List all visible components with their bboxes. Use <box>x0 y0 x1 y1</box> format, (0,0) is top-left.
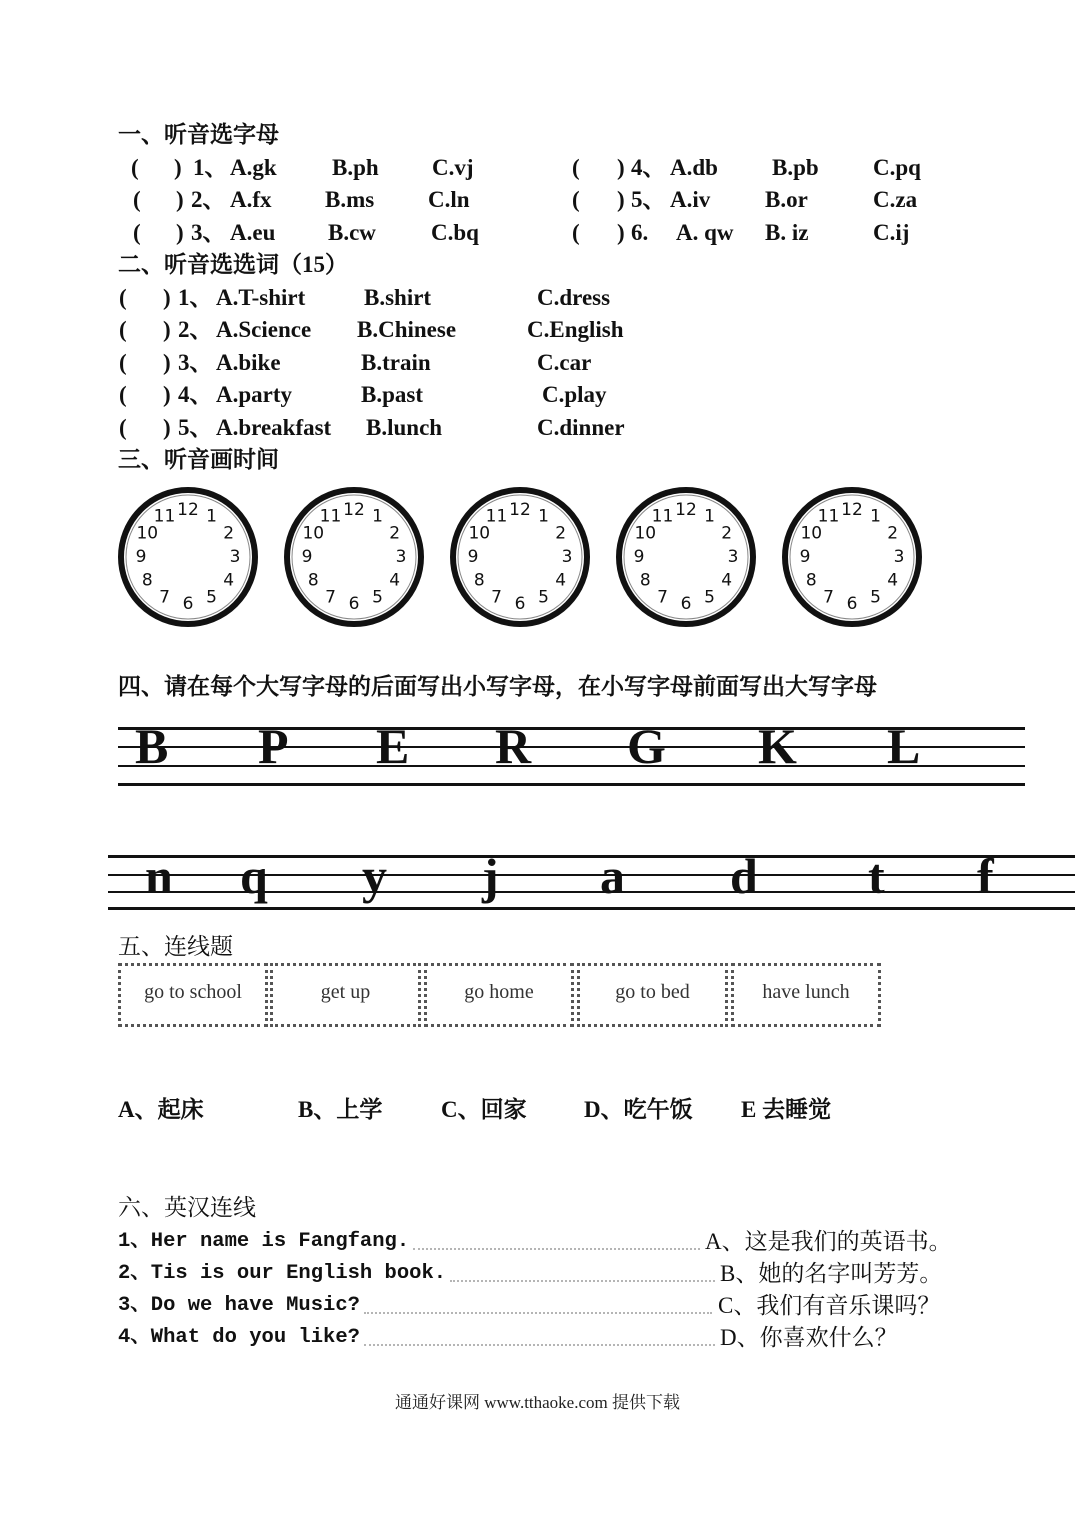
clock-numeral: 7 <box>159 587 170 608</box>
clock-numeral: 11 <box>319 506 342 527</box>
uppercase-letter: G <box>627 718 666 774</box>
english-sentence: 4、What do you like? <box>118 1326 360 1349</box>
clock-numeral: 10 <box>634 523 657 544</box>
option-a: A.fx <box>230 187 272 212</box>
answer-blank-close: ) <box>163 415 171 440</box>
question-number: 4、 <box>178 382 213 407</box>
question-number: 5、 <box>178 415 213 440</box>
lowercase-letter: q <box>240 848 268 904</box>
uppercase-letter: L <box>887 718 921 774</box>
answer-blank-close: ) <box>163 317 171 342</box>
clock-numeral: 9 <box>467 547 479 567</box>
clock-numeral: 2 <box>223 523 235 544</box>
section2-title: 二、听音选选词（15） <box>118 252 348 277</box>
clock-numeral: 8 <box>307 570 319 591</box>
dotted-leader <box>413 1248 700 1250</box>
lowercase-staff-line-4 <box>108 907 1075 910</box>
clock-numeral: 9 <box>301 547 313 567</box>
option-a: A.party <box>216 382 293 407</box>
answer-blank-close: ) <box>617 220 625 245</box>
question-number: 1、 <box>193 155 228 180</box>
chinese-sentence: B、她的名字叫芳芳。 <box>720 1261 943 1286</box>
clock-numeral: 12 <box>675 500 697 520</box>
lowercase-letter: f <box>977 848 994 904</box>
option-c: C.ij <box>873 220 910 245</box>
answer-blank-open: ( <box>119 415 127 440</box>
clock-numeral: 6 <box>680 594 692 614</box>
english-sentence: 2、Tis is our English book. <box>118 1262 447 1285</box>
answer-blank-open: ( <box>133 220 141 245</box>
clock-numeral: 8 <box>805 570 817 591</box>
lowercase-letter: t <box>868 848 885 904</box>
clock-numeral: 11 <box>485 506 508 527</box>
question-number: 3、 <box>191 220 226 245</box>
option-c: C.pq <box>873 155 921 180</box>
clock-numeral: 9 <box>633 547 645 567</box>
question-number: 2、 <box>178 317 213 342</box>
clock-row <box>0 480 1075 635</box>
clock-numeral: 7 <box>325 587 336 608</box>
option-c: C.bq <box>431 220 479 245</box>
clock-numeral: 1 <box>870 506 881 527</box>
clock-numeral: 6 <box>514 594 526 614</box>
clock-numeral: 5 <box>870 587 881 608</box>
option-a: A.gk <box>230 155 277 180</box>
uppercase-letter: R <box>495 718 532 774</box>
answer-blank-open: ( <box>572 155 580 180</box>
option-b: B.or <box>765 187 808 212</box>
option-b: B. iz <box>765 220 809 245</box>
clock-face <box>619 490 753 624</box>
clock-face <box>785 490 919 624</box>
clock-numeral: 1 <box>372 506 383 527</box>
letter-question-row-1 <box>0 154 1075 182</box>
english-sentence: 3、Do we have Music? <box>118 1294 360 1317</box>
clock-numeral: 11 <box>651 506 674 527</box>
section4-title: 四、请在每个大写字母的后面写出小写字母，在小写字母前面写出大写字母 <box>118 674 877 699</box>
clock-numeral: 10 <box>468 523 491 544</box>
question-number: 6. <box>631 220 649 245</box>
clock-numeral: 11 <box>153 506 176 527</box>
option-b: B.ms <box>325 187 375 212</box>
phrase-box: go to bed <box>577 963 728 1027</box>
letter-question-row-3 <box>0 219 1075 247</box>
clock-numeral: 3 <box>229 547 241 567</box>
dotted-leader <box>364 1344 715 1346</box>
option-a: A.iv <box>670 187 711 212</box>
clock-numeral: 6 <box>182 594 194 614</box>
answer-blank-open: ( <box>131 155 139 180</box>
option-c: C.dinner <box>537 415 625 440</box>
clock-numeral: 5 <box>372 587 383 608</box>
answer-blank-open: ( <box>119 350 127 375</box>
dotted-leader <box>364 1312 712 1314</box>
option-a: A.breakfast <box>216 415 332 440</box>
option-b: B.shirt <box>364 285 432 310</box>
answer-blank-close: ) <box>163 350 171 375</box>
match-option: C、回家 <box>441 1097 527 1122</box>
option-b: B.Chinese <box>357 317 457 342</box>
option-b: B.cw <box>328 220 376 245</box>
word-question-row-2 <box>0 316 1075 344</box>
clock-numeral: 4 <box>721 570 733 591</box>
page-footer: 通通好课网 www.tthaoke.com 提供下载 <box>394 1393 681 1412</box>
option-c: C.za <box>873 187 918 212</box>
clock-numeral: 5 <box>206 587 217 608</box>
clock-numeral: 2 <box>887 523 899 544</box>
question-number: 1、 <box>178 285 213 310</box>
clock-numeral: 6 <box>348 594 360 614</box>
uppercase-letter: B <box>135 718 169 774</box>
match-option: E 去睡觉 <box>741 1097 832 1122</box>
clock-numeral: 7 <box>657 587 668 608</box>
phrase-box: go to school <box>118 963 268 1027</box>
clock-face <box>287 490 421 624</box>
clock-face <box>453 490 587 624</box>
lowercase-letter: d <box>730 848 758 904</box>
option-b: B.past <box>361 382 423 407</box>
clock-numeral: 7 <box>491 587 502 608</box>
option-c: C.English <box>527 317 624 342</box>
clock-numeral: 12 <box>841 500 863 520</box>
uppercase-letter: E <box>376 718 410 774</box>
clock-numeral: 2 <box>389 523 401 544</box>
option-a: A.db <box>670 155 718 180</box>
sentence-row-1 <box>118 1228 700 1256</box>
clock-numeral: 5 <box>704 587 715 608</box>
chinese-sentence: A、这是我们的英语书。 <box>705 1229 952 1254</box>
option-c: C.vj <box>432 155 474 180</box>
answer-blank-close: ) <box>163 382 171 407</box>
clock-face <box>121 490 255 624</box>
clock-numeral: 3 <box>893 547 905 567</box>
clock-numeral: 10 <box>302 523 325 544</box>
clock-numeral: 2 <box>555 523 567 544</box>
question-number: 5、 <box>631 187 666 212</box>
question-number: 4、 <box>631 155 666 180</box>
clock-numeral: 8 <box>473 570 485 591</box>
uppercase-letter: K <box>758 718 797 774</box>
answer-blank-close: ) <box>163 285 171 310</box>
word-question-row-5 <box>0 414 1075 442</box>
answer-blank-open: ( <box>119 382 127 407</box>
clock-numeral: 8 <box>639 570 651 591</box>
option-a: A.T-shirt <box>216 285 306 310</box>
clock-numeral: 8 <box>141 570 153 591</box>
letter-question-row-2 <box>0 186 1075 214</box>
question-number: 3、 <box>178 350 213 375</box>
option-b: B.lunch <box>366 415 443 440</box>
lowercase-letter: j <box>482 848 499 904</box>
option-b: B.pb <box>772 155 819 180</box>
clock-numeral: 4 <box>223 570 235 591</box>
chinese-sentence: C、我们有音乐课吗？ <box>718 1293 941 1318</box>
clock-numeral: 9 <box>799 547 811 567</box>
question-number: 2、 <box>191 187 226 212</box>
section3-title: 三、听音画时间 <box>118 447 279 472</box>
clock-numeral: 3 <box>727 547 739 567</box>
match-option: B、上学 <box>298 1097 383 1122</box>
clock-numeral: 10 <box>136 523 159 544</box>
option-c: C.dress <box>537 285 611 310</box>
section5-title: 五、连线题 <box>118 934 233 959</box>
match-option: D、吃午饭 <box>584 1097 693 1122</box>
dotted-leader <box>450 1280 715 1282</box>
uppercase-staff-line-4 <box>118 783 1025 786</box>
option-c: C.play <box>542 382 607 407</box>
clock-numeral: 4 <box>389 570 401 591</box>
clock-numeral: 12 <box>343 500 365 520</box>
clock-numeral: 12 <box>509 500 531 520</box>
answer-blank-open: ( <box>119 317 127 342</box>
lowercase-letter: n <box>145 848 173 904</box>
uppercase-letter: P <box>258 718 289 774</box>
option-a: A. qw <box>676 220 734 245</box>
lowercase-letter: a <box>600 848 625 904</box>
clock-numeral: 4 <box>887 570 899 591</box>
chinese-sentence: D、你喜欢什么？ <box>720 1325 898 1350</box>
phrase-box: get up <box>270 963 421 1027</box>
section6-title: 六、英汉连线 <box>118 1195 256 1220</box>
word-question-row-4 <box>0 381 1075 409</box>
clock-numeral: 10 <box>800 523 823 544</box>
clock-numeral: 3 <box>561 547 573 567</box>
phrase-box: have lunch <box>731 963 881 1027</box>
option-a: A.eu <box>230 220 276 245</box>
english-sentence: 1、Her name is Fangfang. <box>118 1230 410 1253</box>
option-a: A.bike <box>216 350 281 375</box>
clock-numeral: 12 <box>177 500 199 520</box>
clock-numeral: 9 <box>135 547 147 567</box>
clock-numeral: 7 <box>823 587 834 608</box>
lowercase-letter: y <box>362 848 387 904</box>
match-option: A、起床 <box>118 1097 204 1122</box>
option-a: A.Science <box>216 317 312 342</box>
clock-numeral: 4 <box>555 570 567 591</box>
option-c: C.ln <box>428 187 470 212</box>
word-question-row-3 <box>0 349 1075 377</box>
clock-numeral: 1 <box>206 506 217 527</box>
sentence-row-4 <box>118 1324 715 1352</box>
clock-numeral: 6 <box>846 594 858 614</box>
clock-numeral: 11 <box>817 506 840 527</box>
answer-blank-open: ( <box>133 187 141 212</box>
answer-blank-close: ) <box>617 187 625 212</box>
clock-numeral: 3 <box>395 547 407 567</box>
answer-blank-close: ) <box>176 187 184 212</box>
answer-blank-close: ) <box>176 220 184 245</box>
phrase-box: go home <box>424 963 574 1027</box>
section1-title: 一、听音选字母 <box>118 122 279 147</box>
clock-numeral: 5 <box>538 587 549 608</box>
answer-blank-open: ( <box>119 285 127 310</box>
sentence-row-3 <box>118 1292 712 1320</box>
sentence-row-2 <box>118 1260 715 1288</box>
answer-blank-close: ) <box>617 155 625 180</box>
word-question-row-1 <box>0 284 1075 312</box>
answer-blank-close: ) <box>174 155 182 180</box>
clock-numeral: 1 <box>704 506 715 527</box>
clock-numeral: 2 <box>721 523 733 544</box>
answer-blank-open: ( <box>572 220 580 245</box>
option-b: B.train <box>361 350 431 375</box>
answer-blank-open: ( <box>572 187 580 212</box>
option-b: B.ph <box>332 155 379 180</box>
clock-numeral: 1 <box>538 506 549 527</box>
option-c: C.car <box>537 350 592 375</box>
